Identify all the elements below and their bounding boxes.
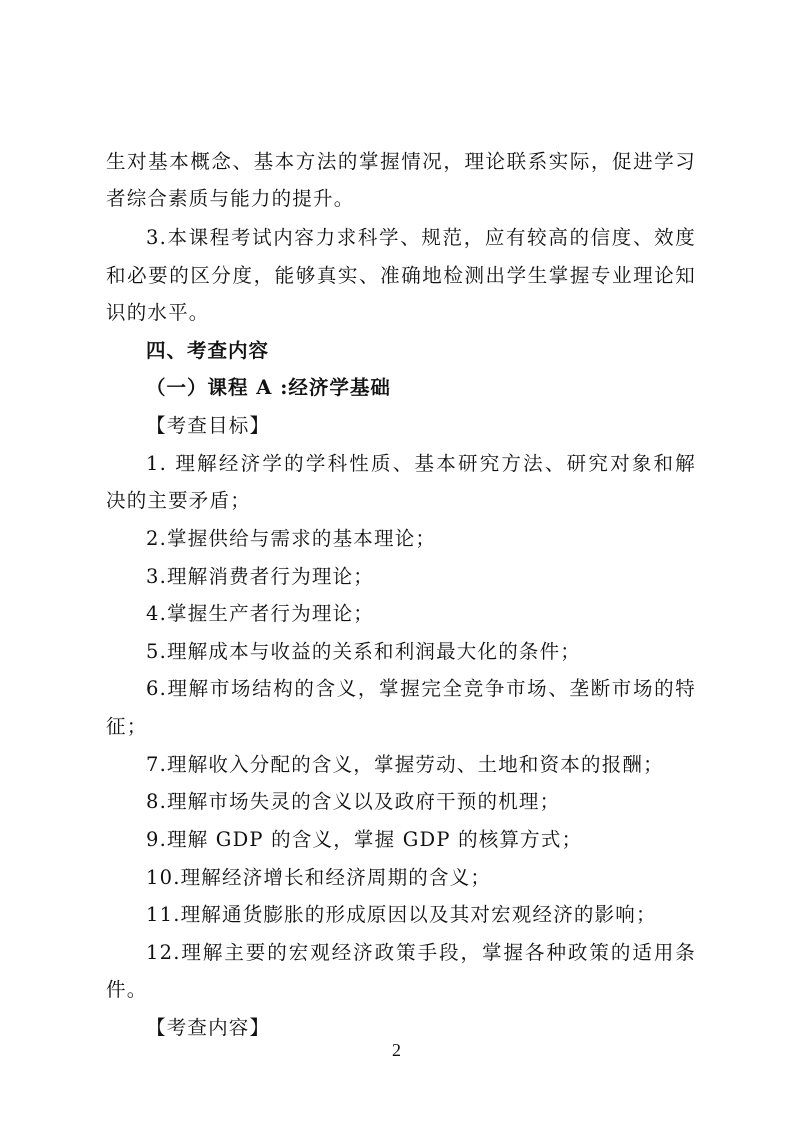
paragraph-line: 和必要的区分度，能够真实、准确地检测出学生掌握专业理论知: [106, 264, 696, 287]
section-heading: 四、考查内容: [146, 339, 270, 362]
objective-line: 件。: [106, 978, 148, 1001]
objective-line: 2.掌握供给与需求的基本理论；: [146, 527, 437, 550]
objective-line: 8.理解市场失灵的含义以及政府干预的机理；: [146, 790, 561, 813]
paragraph-line: 者综合素质与能力的提升。: [106, 187, 355, 210]
objective-line: 1. 理解经济学的学科性质、基本研究方法、研究对象和解: [146, 452, 696, 475]
objective-line: 3.理解消费者行为理论；: [146, 565, 375, 588]
objectives-label: 【考查目标】: [146, 414, 271, 437]
course-heading: （一）课程 A :经济学基础: [146, 376, 391, 399]
content-label: 【考查内容】: [146, 1016, 271, 1039]
objective-line: 征；: [106, 715, 148, 738]
objective-line: 9.理解 GDP 的含义，掌握 GDP 的核算方式；: [146, 828, 583, 851]
objective-line: 11.理解通货膨胀的形成原因以及其对宏观经济的影响；: [146, 903, 657, 926]
objective-line: 10.理解经济增长和经济周期的含义；: [146, 866, 492, 889]
objective-line: 7.理解收入分配的含义，掌握劳动、土地和资本的报酬；: [146, 753, 664, 776]
objective-line: 5.理解成本与收益的关系和利润最大化的条件；: [146, 640, 582, 663]
paragraph-line: 识的水平。: [106, 301, 210, 324]
paragraph-line: 3.本课程考试内容力求科学、规范，应有较高的信度、效度: [146, 226, 696, 249]
objective-line: 4.掌握生产者行为理论；: [146, 602, 375, 625]
objective-line: 决的主要矛盾；: [106, 489, 251, 512]
paragraph-line: 生对基本概念、基本方法的掌握情况，理论联系实际，促进学习: [106, 150, 696, 173]
objective-line: 6.理解市场结构的含义，掌握完全竞争市场、垄断市场的特: [146, 677, 696, 700]
objective-line: 12.理解主要的宏观经济政策手段，掌握各种政策的适用条: [146, 941, 696, 964]
page-number: 2: [392, 1040, 401, 1060]
